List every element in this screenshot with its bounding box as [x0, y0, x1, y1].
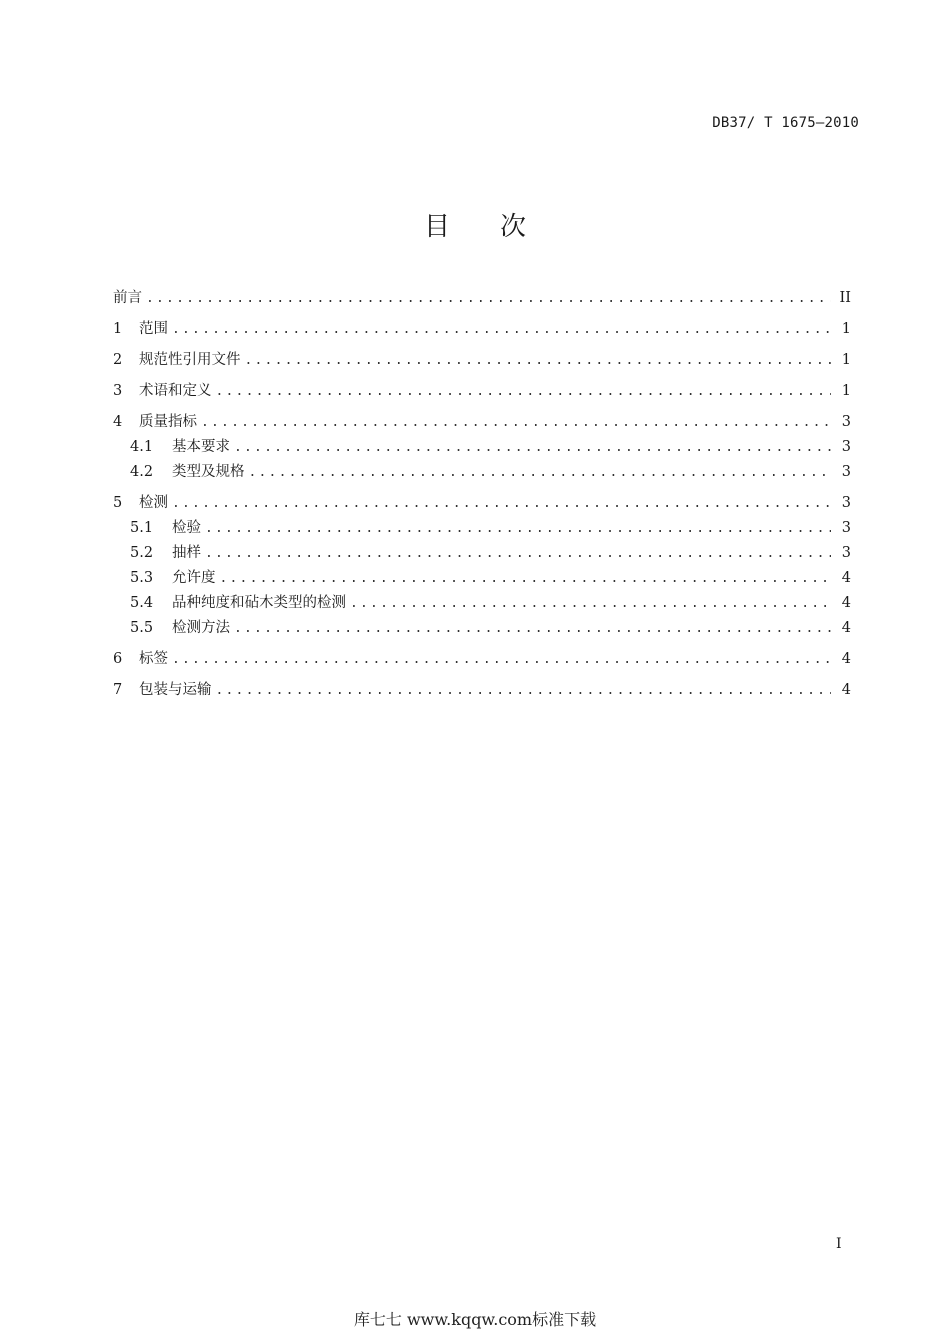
dot-leader [220, 571, 832, 586]
toc-entry-7[interactable] [113, 678, 851, 703]
toc-entry-label: 前言 [113, 290, 142, 306]
toc-entry-page: 4 [841, 682, 851, 698]
dot-leader [172, 652, 831, 667]
toc-entry-label: 允许度 [172, 570, 216, 586]
toc-entry-label: 规范性引用文件 [139, 352, 241, 368]
toc-entry-label: 检验 [172, 520, 201, 536]
toc-entry-number: 6 [113, 651, 123, 667]
toc-entry-label: 检测方法 [172, 620, 230, 636]
dot-leader [172, 322, 831, 337]
toc-entry-page: 1 [841, 321, 851, 337]
toc-entry-number: 3 [113, 383, 123, 399]
dot-leader [245, 353, 832, 368]
toc-entry-number: 4.2 [130, 464, 154, 480]
toc-entry-number: 5.2 [130, 545, 154, 561]
dot-leader [205, 521, 831, 536]
toc-entry-page: 4 [841, 651, 851, 667]
page-title [0, 206, 950, 243]
toc-entry-foreword[interactable] [113, 286, 851, 311]
toc-entry-4-1[interactable] [113, 435, 851, 460]
toc-entry-page: 3 [841, 414, 851, 430]
dot-leader [146, 291, 831, 306]
toc-entry-label: 类型及规格 [172, 464, 245, 480]
toc-entry-page: 1 [841, 352, 851, 368]
toc-entry-number: 5.4 [130, 595, 154, 611]
toc-entry-number: 7 [113, 682, 123, 698]
toc-entry-page: 1 [841, 383, 851, 399]
dot-leader [234, 621, 831, 636]
toc-entry-label: 质量指标 [139, 414, 197, 430]
toc-entry-page: 3 [841, 545, 851, 561]
toc-entry-number: 5.1 [130, 520, 154, 536]
dot-leader [350, 596, 831, 611]
toc-entry-page: 3 [841, 464, 851, 480]
toc-entry-label: 标签 [139, 651, 168, 667]
table-of-contents [113, 286, 851, 703]
toc-entry-5-2[interactable] [113, 541, 851, 566]
toc-entry-6[interactable] [113, 647, 851, 672]
dot-leader [234, 440, 831, 455]
toc-entry-label: 抽样 [172, 545, 201, 561]
toc-entry-5-5[interactable] [113, 616, 851, 641]
dot-leader [172, 496, 831, 511]
title-char-2: 次 [500, 212, 527, 242]
toc-entry-label: 基本要求 [172, 439, 230, 455]
toc-entry-page: 4 [841, 570, 851, 586]
toc-entry-1[interactable] [113, 317, 851, 342]
toc-entry-label: 包装与运输 [139, 682, 212, 698]
watermark-text: 库七七 www.kqqw.com标准下载 [353, 1310, 597, 1329]
toc-entry-label: 检测 [139, 495, 168, 511]
toc-entry-number: 2 [113, 352, 123, 368]
toc-entry-2[interactable] [113, 348, 851, 373]
dot-leader [216, 683, 832, 698]
toc-entry-number: 5 [113, 495, 123, 511]
toc-entry-label: 术语和定义 [139, 383, 212, 399]
toc-entry-label: 范围 [139, 321, 168, 337]
toc-entry-4-2[interactable] [113, 460, 851, 485]
dot-leader [201, 415, 831, 430]
toc-entry-page: 3 [841, 520, 851, 536]
standard-code: DB37/ T 1675—2010 [712, 115, 859, 131]
dot-leader [216, 384, 832, 399]
toc-entry-page: 4 [841, 620, 851, 636]
title-char-1: 目 [423, 212, 450, 242]
toc-entry-number: 1 [113, 321, 123, 337]
toc-entry-number: 4 [113, 414, 123, 430]
toc-entry-page: 3 [841, 495, 851, 511]
toc-entry-page: 4 [841, 595, 851, 611]
toc-entry-5-3[interactable] [113, 566, 851, 591]
toc-entry-5-4[interactable] [113, 591, 851, 616]
toc-entry-number: 5.5 [130, 620, 154, 636]
toc-entry-4[interactable] [113, 410, 851, 435]
toc-entry-number: 5.3 [130, 570, 154, 586]
dot-leader [205, 546, 831, 561]
dot-leader [249, 465, 832, 480]
toc-entry-5[interactable] [113, 491, 851, 516]
toc-entry-page: 3 [841, 439, 851, 455]
toc-entry-3[interactable] [113, 379, 851, 404]
toc-entry-page: II [839, 290, 851, 306]
page-folio: I [836, 1236, 842, 1252]
toc-entry-5-1[interactable] [113, 516, 851, 541]
toc-entry-number: 4.1 [130, 439, 154, 455]
toc-entry-label: 品种纯度和砧木类型的检测 [172, 595, 346, 611]
